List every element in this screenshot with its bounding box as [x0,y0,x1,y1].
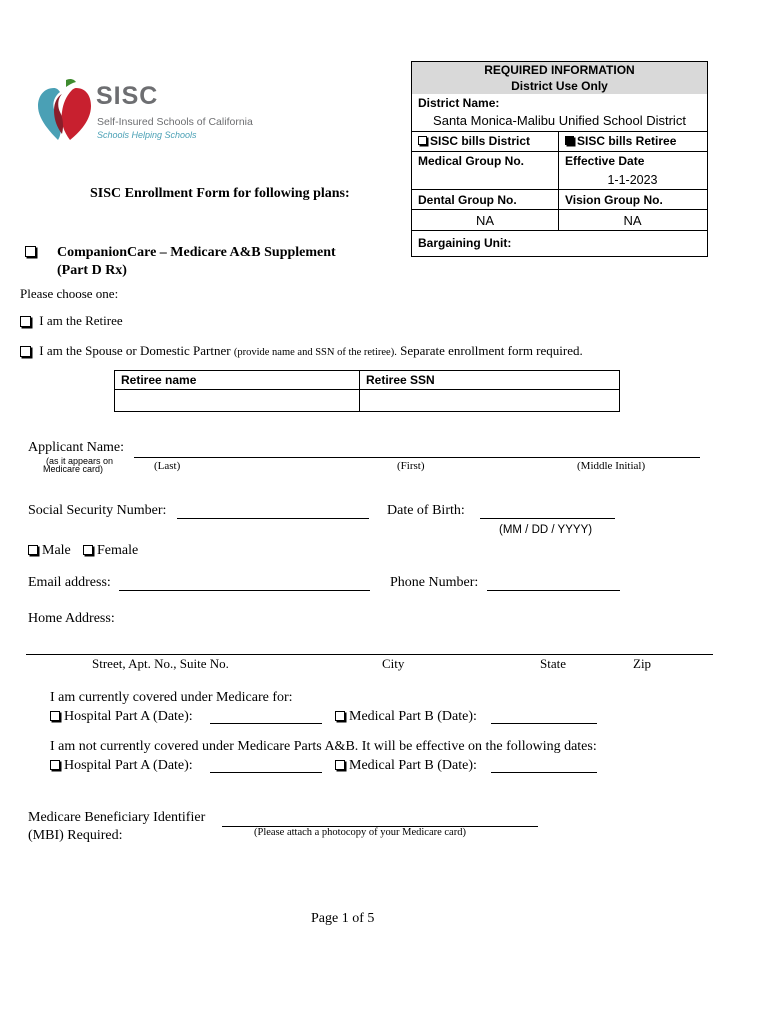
dental-group-value: NA [475,213,495,228]
checkbox-icon [335,711,345,721]
mbi-label-line2: (MBI) Required: [28,828,123,843]
district-use-only: District Use Only [412,78,707,94]
plan-checkbox[interactable] [25,243,41,261]
choose-prompt: Please choose one: [20,286,119,301]
covered-part-b-label: Medical Part B (Date): [349,709,477,724]
covered-part-a-label: Hospital Part A (Date): [64,709,193,724]
required-info-box [411,61,708,257]
applicant-note-line2: Medicare card) [43,464,104,474]
last-name-caption: (Last) [154,460,181,472]
form-title: SISC Enrollment Form for following plans: [90,186,350,201]
bargaining-unit-label: Bargaining Unit: [418,236,512,250]
plan-name-line2: (Part D Rx) [57,263,127,278]
not-covered-part-b-label: Medical Part B (Date): [349,758,477,773]
sisc-bills-district-option[interactable] [418,134,530,148]
email-label: Email address: [28,575,111,590]
mbi-field[interactable] [222,812,538,827]
apple-logo-icon [36,78,92,142]
covered-part-b-option[interactable] [335,709,477,725]
option-spouse-label: I am the Spouse or Domestic Partner [39,343,231,358]
checkbox-icon [50,760,60,770]
applicant-note-line1: (as it appears on [46,456,114,466]
female-label: Female [97,543,139,558]
not-covered-part-b-date-field[interactable] [491,759,597,773]
sisc-bills-retiree-option[interactable] [565,134,676,148]
checkbox-icon [418,136,427,145]
retiree-ssn-field[interactable] [360,390,618,410]
checkbox-icon [50,711,60,721]
logo-brand: SISC [96,82,159,110]
district-name-label: District Name: [418,96,500,110]
email-field[interactable] [119,576,370,591]
not-covered-intro: I am not currently covered under Medicare Parts A&B. It will be effective on the following dates: [50,739,597,754]
checkbox-icon [28,545,38,555]
option-spouse-note: (provide name and SSN of the retiree). [233,347,397,358]
option-retiree[interactable] [20,313,123,329]
option-retiree-label: I am the Retiree [39,313,123,328]
retiree-name-header: Retiree name [121,373,197,387]
checkbox-icon [20,316,31,327]
dob-field[interactable] [480,504,615,519]
retiree-name-field[interactable] [116,390,358,410]
male-label: Male [42,543,71,558]
state-caption: State [540,656,566,671]
city-caption: City [382,656,405,671]
vision-group-label: Vision Group No. [565,193,663,207]
retiree-table [114,370,620,412]
medical-group-label: Medical Group No. [418,154,525,168]
effective-date-label: Effective Date [565,154,645,168]
not-covered-part-a-option[interactable] [50,758,193,774]
covered-part-a-option[interactable] [50,709,193,725]
page-number: Page 1 of 5 [311,911,375,926]
district-name-value: Santa Monica-Malibu Unified School District [433,113,686,128]
middle-initial-caption: (Middle Initial) [577,460,646,472]
checkbox-icon [25,246,36,257]
plan-name-line1: CompanionCare – Medicare A&B Supplement [57,245,336,260]
option-spouse[interactable] [20,343,583,359]
sisc-bills-district-label: SISC bills District [430,134,531,148]
checkbox-icon [20,346,31,357]
logo-org-name: Self-Insured Schools of California [97,116,253,128]
not-covered-part-b-option[interactable] [335,758,477,774]
logo-tagline: Schools Helping Schools [97,130,197,140]
gender-male-option[interactable] [28,543,71,559]
home-address-field[interactable] [26,630,713,655]
zip-caption: Zip [633,656,652,671]
phone-field[interactable] [487,576,620,591]
ssn-field[interactable] [177,504,369,519]
sisc-logo [36,78,256,142]
mbi-label-line1: Medicare Beneficiary Identifier [28,810,206,825]
applicant-name-field[interactable] [134,442,700,458]
sisc-bills-retiree-label: SISC bills Retiree [577,134,677,148]
covered-intro: I am currently covered under Medicare for: [50,690,293,705]
ssn-label: Social Security Number: [28,503,167,518]
vision-group-value: NA [623,213,642,228]
covered-part-a-date-field[interactable] [210,710,322,724]
street-caption: Street, Apt. No., Suite No. [92,656,229,671]
retiree-ssn-header: Retiree SSN [366,373,435,387]
effective-date-value: 1-1-2023 [607,173,658,187]
checked-checkbox-icon [565,136,574,145]
gender-female-option[interactable] [83,543,138,559]
dental-group-label: Dental Group No. [418,193,517,207]
first-name-caption: (First) [397,460,425,472]
phone-label: Phone Number: [390,575,479,590]
covered-part-b-date-field[interactable] [491,710,597,724]
dob-label: Date of Birth: [387,503,465,518]
option-spouse-tail: Separate enrollment form required. [400,343,583,358]
home-address-label: Home Address: [28,611,115,626]
applicant-name-label: Applicant Name: [28,440,125,455]
required-info-title: REQUIRED INFORMATION [412,62,707,78]
mbi-note: (Please attach a photocopy of your Medicare card) [254,827,466,838]
dob-format: (MM / DD / YYYY) [499,524,593,536]
checkbox-icon [83,545,93,555]
not-covered-part-a-date-field[interactable] [210,759,322,773]
not-covered-part-a-label: Hospital Part A (Date): [64,758,193,773]
checkbox-icon [335,760,345,770]
